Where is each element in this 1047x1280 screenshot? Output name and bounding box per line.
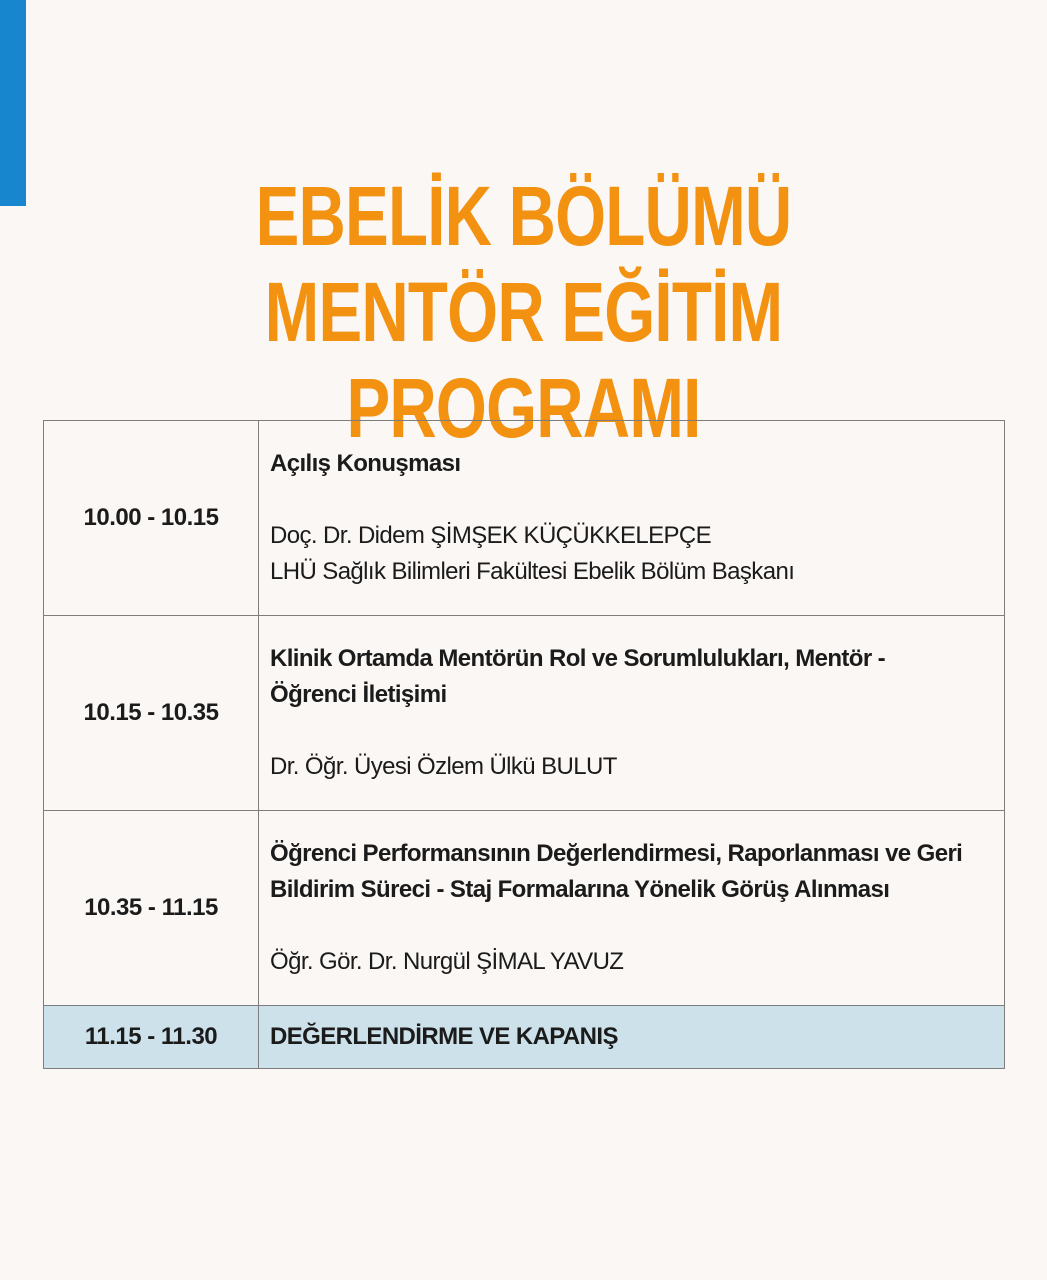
speaker-name: Öğr. Gör. Dr. Nurgül ŞİMAL YAVUZ — [270, 948, 624, 975]
page-title — [0, 168, 1047, 456]
speaker-affiliation: LHÜ Sağlık Bilimleri Fakültesi Ebelik Bölüm Başkanı — [270, 558, 795, 585]
session-cell — [259, 421, 1005, 616]
time-cell: 10.35 - 11.15 — [44, 811, 259, 1006]
time-cell: 10.15 - 10.35 — [44, 616, 259, 811]
closing-title: DEĞERLENDİRME VE KAPANIŞ — [270, 1023, 618, 1050]
schedule-row-2 — [44, 616, 1005, 811]
title-line-2: MENTÖR EĞİTİM PROGRAMI — [264, 265, 783, 455]
time-cell: 10.00 - 10.15 — [44, 421, 259, 616]
closing-cell — [259, 1006, 1005, 1069]
schedule-row-1 — [44, 421, 1005, 616]
time-cell: 11.15 - 11.30 — [44, 1006, 259, 1069]
session-title: Klinik Ortamda Mentörün Rol ve Sorumlulukları, Mentör - Öğrenci İletişimi — [270, 645, 886, 708]
speaker-name: Doç. Dr. Didem ŞİMŞEK KÜÇÜKKELEPÇE — [270, 522, 712, 549]
session-cell — [259, 811, 1005, 1006]
session-title: Öğrenci Performansının Değerlendirmesi, Raporlanması ve Geri Bildirim Süreci - Staj Formalarına Yönelik Görüş Alınması — [270, 840, 963, 903]
closing-row — [44, 1006, 1005, 1069]
session-title: Açılış Konuşması — [270, 450, 461, 477]
title-line-1: EBELİK BÖLÜMÜ — [255, 169, 792, 263]
schedule-table — [43, 420, 1005, 1069]
speaker-name: Dr. Öğr. Üyesi Özlem Ülkü BULUT — [270, 753, 617, 780]
schedule-row-3 — [44, 811, 1005, 1006]
session-cell — [259, 616, 1005, 811]
